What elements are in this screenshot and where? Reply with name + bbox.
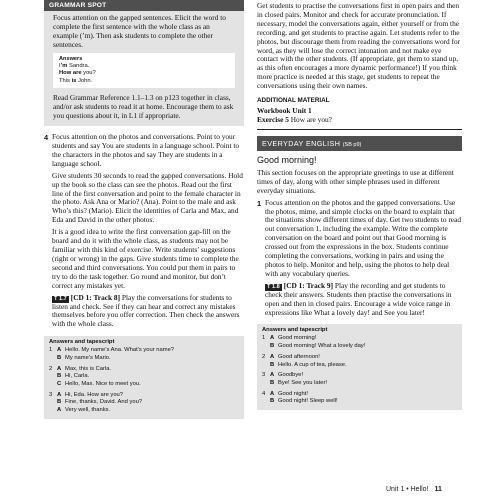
dialogue-line: 2 A Max, this is Carla. (49, 365, 112, 372)
answers-tapescript-title: Answers and tapescript (262, 327, 328, 334)
answers-tapescript-title: Answers and tapescript (49, 339, 115, 346)
dialogue-line: 1 A Good morning! (262, 335, 317, 342)
grammar-spot-outro: Read Grammar Reference 1.1–1.3 on p123 together in class, and/or ask students to read it at home. Encourage them to ask you questions about it, in L1 if appropriate. (53, 93, 234, 121)
dialogue-line: B Good night! Sleep well! (270, 398, 338, 405)
exercise-ref: Exercise 5 How are you? (257, 114, 332, 124)
dialogue-line: 1 A Hello. My name’s Ana. What’s your name? (49, 347, 175, 354)
left-column (44, 0, 244, 419)
track-cd: [CD 1: Track 9] (283, 280, 334, 290)
answers-tapescript-box (257, 324, 462, 410)
item4-paragraph: It is a good idea to write the first conversation gap-fill on the board and do it with the whole class, as students may not be familiar with this kind of exercise. Write students’ suggestions (right or wrong) in the gaps. Give students time to complete the second and third conversations. You could put them in pairs to try to do the task together. Go round and monitor, but don’t correct any mistakes yet. (52, 227, 239, 290)
item-number: 1 (257, 198, 262, 208)
dialogue-line: B Hello. A cup of tea, please. (270, 361, 347, 368)
item1-paragraph: Focus attention on the photos and the gapped conversations. Use the photos, mime, and simple clocks on the board to explain that the situations show different times of day. Get two students to read out conversation 1, including the example. Write the complete conversation on the board and point out that Good morning is crossed out from the expressions in the box. Students continue completing the conversations, working in pairs and using the photos to help. Monitor and help, using the photos to help deal with any vocabulary queries. (265, 197, 462, 278)
track-cd: [CD 1: Track 8] (70, 292, 121, 302)
grammar-answer: I’m Sandra. (59, 62, 90, 69)
item4-track-paragraph: T 1.7 [CD 1: Track 8] Play the conversations for students to listen and check. See if they can hear and correct any mistakes themselves before you offer correction. Then check the answers with the whole class. (52, 292, 240, 329)
dialogue-line: 2 A Good afternoon! (262, 353, 320, 360)
dialogue-line: B Good morning! What a lovely day! (270, 343, 366, 350)
page-footer (386, 486, 442, 493)
dialogue-line: B Bye! See you later! (270, 379, 327, 386)
divider (257, 129, 462, 130)
dialogue-line: B My name’s Mario. (57, 354, 111, 361)
section-subtitle: Good morning! (257, 154, 317, 165)
grammar-answer: This is John. (59, 77, 93, 84)
item-number: 4 (44, 133, 49, 143)
right-column (257, 0, 462, 410)
track-badge: T 1.8 (267, 283, 280, 290)
additional-material-heading: ADDITIONAL MATERIAL (257, 97, 330, 105)
grammar-spot-intro: Focus attention on the gapped sentences. Elicit the word to complete the first sentence with the whole class as an example (’m). Then ask students to complete the other sentences. (53, 13, 226, 49)
dialogue-line: B Fine, thanks, David. And you? (57, 399, 143, 406)
workbook-ref: Workbook Unit 1 (257, 106, 312, 116)
dialogue-line: 3 A Goodbye! (262, 372, 304, 379)
dialogue-line: C Hello, Max. Nice to meet you. (57, 381, 141, 388)
unit-label: Unit 1 • Hello! (386, 486, 429, 493)
everyday-intro: This section focuses on the appropriate greetings to use at different times of day, along with other simple phrases used in different everyday situations. (257, 167, 454, 195)
dialogue-line: A Very well, thanks. (57, 407, 111, 414)
answers-tapescript-box (44, 336, 244, 419)
item4-paragraph: Give students 30 seconds to read the gapped conversations. Hold up the book so the class can see the photos. Read out the first line of the first conversation and point to the female character in the photo. Ask Ana or Mario? (Ana). Point to the male and ask Who’s this? (Mario). Elicit the identities of Carla and Max, and Eda and David in the other photos. (52, 170, 243, 225)
page-number: 11 (434, 486, 442, 493)
grammar-spot-box (44, 0, 244, 126)
practice-paragraph: Get students to practise the conversations first in open pairs and then in closed pairs. Monitor and check for accurate pronunciation. If necessary, model the conversations again, either yourself or from the recording, and get students to practise again. Let students refer to the photos, but discourage them from reading the conversations word for word, as they will lose the correct intonation and not make eye contact with the other students. (If appropriate, get them to stand up, as this often encourages a more dynamic performance!) If you think more practice is needed at this stage, get students to repeat the conversations using their own names. (257, 1, 461, 91)
item1-track-paragraph: T 1.8 [CD 1: Track 9] Play the recording and get students to check their answers. Students then practise the conversations in open and then in closed pairs. Encourage a wide voice range in expressions like What a lovely day! and See you later! (265, 280, 452, 317)
grammar-spot-title: GRAMMAR SPOT (44, 0, 244, 11)
item-1 (257, 199, 462, 321)
grammar-answers-box (53, 53, 235, 89)
track-badge: T 1.7 (54, 295, 67, 302)
item4-paragraph: Focus attention on the photos and conversations. Point to your students and say You are students in a language school. Point to the characters in the photos and say They are students in a language school. (52, 132, 240, 168)
item-4 (44, 133, 244, 332)
dialogue-line: B Hi, Carla. (57, 373, 90, 380)
grammar-answer: How are you? (59, 70, 96, 77)
dialogue-line: 4 A Good night! (262, 390, 308, 397)
dialogue-line: 3 A Hi, Eda. How are you? (49, 391, 123, 398)
everyday-english-banner: EVERYDAY ENGLISH (SB p9) (257, 136, 462, 151)
grammar-answers-title: Answers (59, 55, 83, 62)
